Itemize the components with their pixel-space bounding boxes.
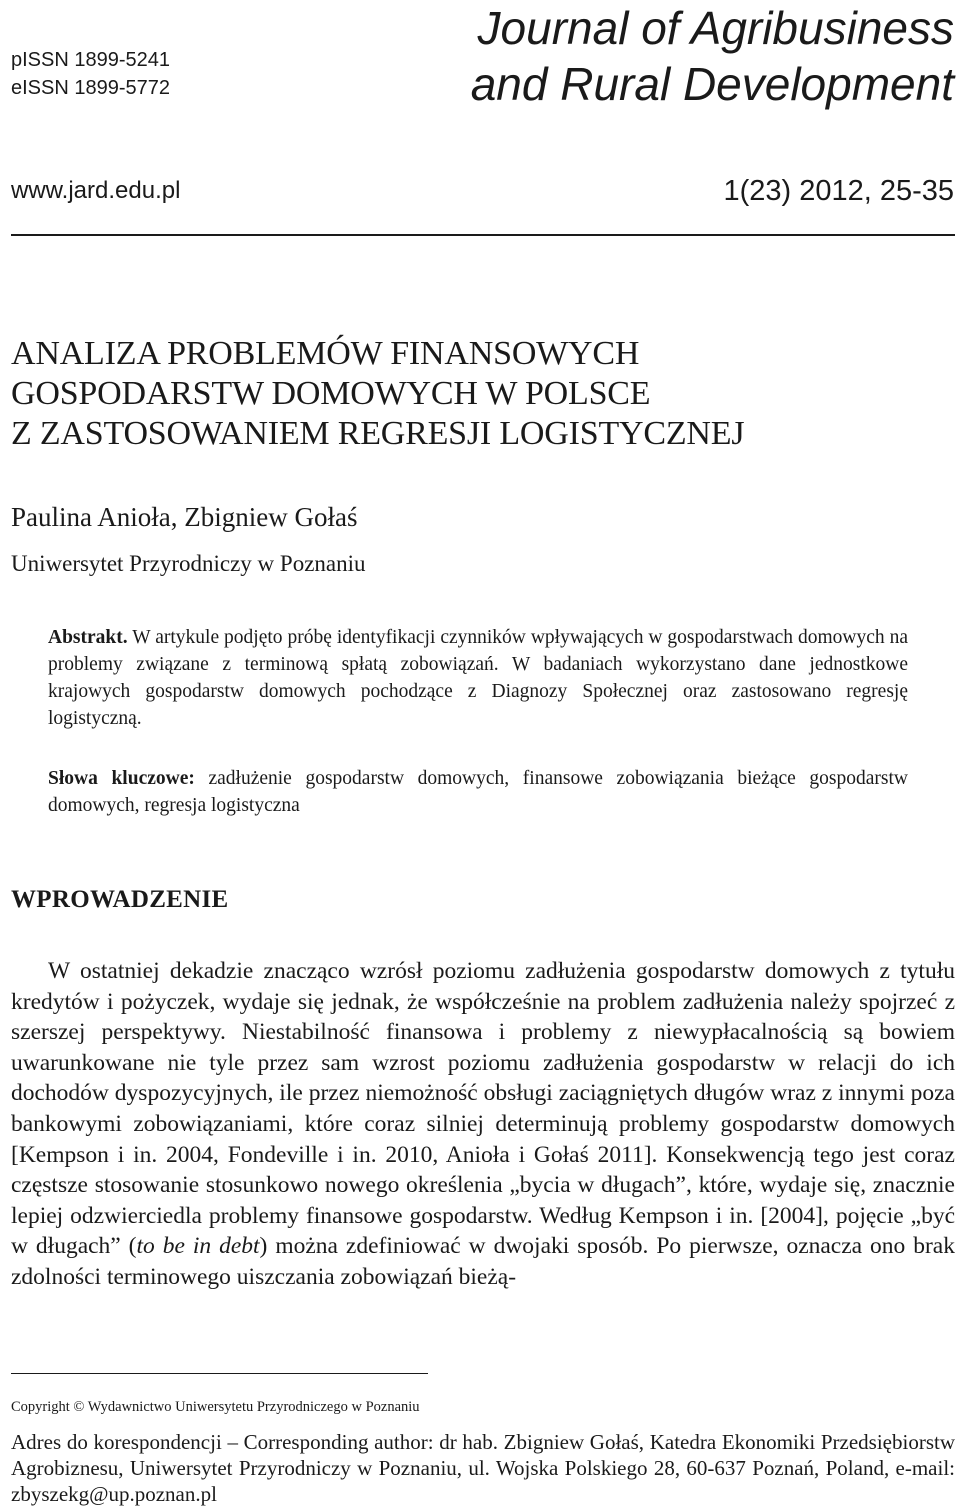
- authors: Paulina Anioła, Zbigniew Gołaś: [11, 502, 358, 532]
- keywords-text: zadłużenie gospodarstw domowych, finansowe zobowiązania bieżące gospodarstw domowych, regresja logistyczna: [48, 768, 908, 816]
- affiliation: Uniwersytet Przyrodniczy w Poznaniu: [11, 551, 366, 576]
- pissn: pISSN 1899-5241: [11, 49, 171, 71]
- intro-text-italic: to be in debt: [136, 1233, 260, 1260]
- journal-title-line1: Journal of Agribusiness: [477, 2, 954, 54]
- intro-paragraph: [11, 956, 955, 1293]
- journal-title: [471, 0, 954, 112]
- correspondence-address: Adres do korespondencji – Corresponding author: dr hab. Zbigniew Gołaś, Katedra Ekonomiki Przedsiębiorstw Agrobiznesu, Uniwersytet Przyrodniczy w Poznaniu, ul. Wojska Polskiego 28, 60-637 Poznań, Poland, e-mail: zbyszekg@up.poznan.pl: [11, 1430, 955, 1506]
- footnote-divider: [11, 1373, 428, 1374]
- abstract: [48, 624, 908, 732]
- copyright-notice: Copyright © Wydawnictwo Uniwersytetu Przyrodniczego w Poznaniu: [11, 1399, 420, 1415]
- eissn: eISSN 1899-5772: [11, 77, 171, 99]
- journal-title-line2: and Rural Development: [470, 58, 954, 110]
- article-title-line1: ANALIZA PROBLEMÓW FINANSOWYCH: [11, 335, 640, 372]
- issue-info: 1(23) 2012, 25-35: [723, 175, 954, 207]
- issn-block: [11, 46, 170, 102]
- article-title-line3: Z ZASTOSOWANIEM REGRESJI LOGISTYCZNEJ: [11, 415, 745, 452]
- abstract-label: Abstrakt.: [48, 627, 128, 648]
- keywords-label: Słowa kluczowe:: [48, 768, 195, 789]
- intro-text-part1: W ostatniej dekadzie znacząco wzrósł poziomu zadłużenia gospodarstw domowych z tytułu kredytów i pożyczek, wydaje się jednak, że współcześnie na problem zadłużenia należy spojrzeć z szerszej perspektywy. Niestabilność finansowa i problemy z niewypłacalnością są bowiem uwarunkowane nie tyle przez sam wzrost poziomu zadłużenia gospodarstw w relacji do ich dochodów dyspozycyjnych, ile przez niemożność obsługi zaciągniętych długów wraz z innymi poza bankowymi zobowiązaniami, które coraz silniej determinują problemy gospodarstw domowych [Kempson i in. 2004, Fondeville i in. 2010, Anioła i Gołaś 2011]. Konsekwencją tego jest coraz częstsze stosowanie stosunkowo nowego określenia „bycia w długach”, które, wydaje się, znacznie lepiej odzwierciedla problemy finansowe gospodarstw. Według Kempson i in. [2004], pojęcie „być w długach” (: [11, 958, 955, 1260]
- header-divider: [11, 234, 955, 236]
- keywords: [48, 765, 908, 819]
- section-heading: WPROWADZENIE: [11, 886, 229, 913]
- article-title-line2: GOSPODARSTW DOMOWYCH W POLSCE: [11, 375, 651, 412]
- abstract-text: W artykule podjęto próbę identyfikacji czynników wpływających w gospodarstwach domowych na problemy związane z terminową spłatą zobowiązań. W badaniach wykorzystano dane jednostkowe krajowych gospodarstw domowych pochodzące z Diagnozy Społecznej oraz zastosowano regresję logistyczną.: [48, 627, 908, 729]
- article-title: [11, 334, 744, 454]
- intro-text-part2: ) można zdefiniować w dwojaki sposób. Po pierwsze, oznacza ono brak zdolności terminowego uiszczania zobowiązań bieżą-: [11, 1233, 955, 1290]
- journal-url[interactable]: www.jard.edu.pl: [11, 177, 181, 204]
